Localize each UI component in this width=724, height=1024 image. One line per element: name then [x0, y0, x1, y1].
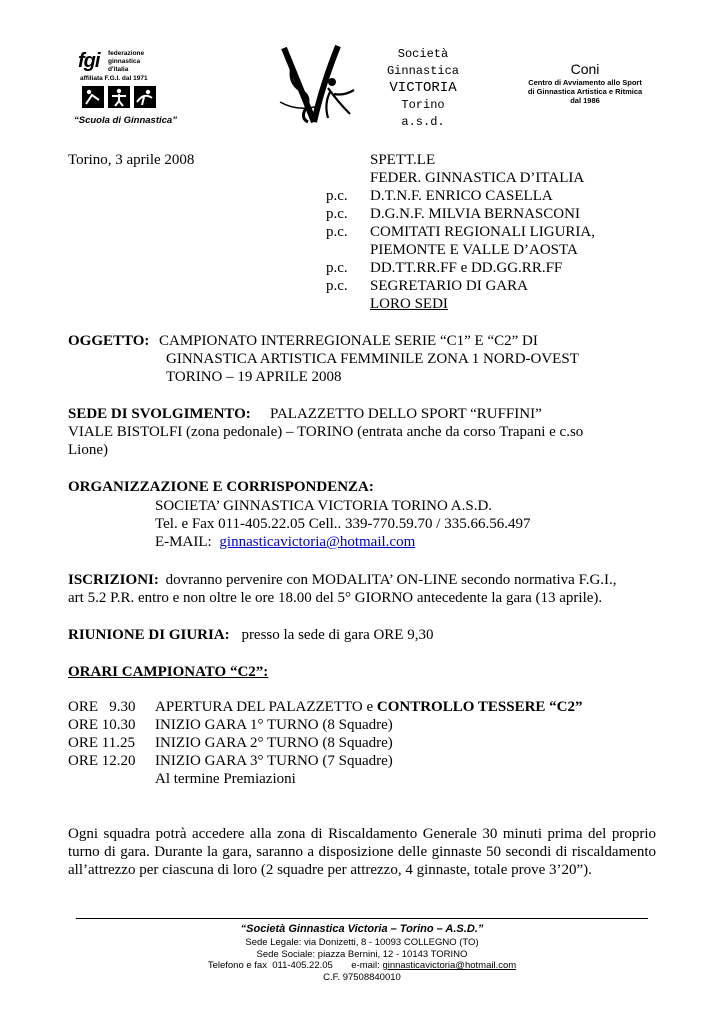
tagline-text: Scuola di Ginnastica [78, 115, 173, 126]
recipient-prefix: p.c. [326, 260, 348, 276]
orari-row-ore: ORE 12.20 [68, 753, 136, 769]
recipient-prefix: p.c. [326, 224, 348, 240]
footer-title: “Società Ginnastica Victoria – Torino – A.S.D.” [240, 923, 484, 935]
email-label: E-MAIL: [155, 534, 212, 550]
orari-premiazioni: Al termine Premiazioni [155, 771, 296, 787]
footer-sede-legale: Sede Legale: via Donizetti, 8 - 10093 COLLEGNO (TO) [245, 937, 479, 948]
sede-value: PALAZZETTO DELLO SPORT “RUFFINI” [270, 406, 542, 422]
riunione-value: presso la sede di gara ORE 9,30 [241, 627, 434, 643]
orari-row-desc: INIZIO GARA 3° TURNO (7 Squadre) [155, 753, 393, 769]
tagline-open-quote: “ [74, 115, 79, 126]
iscrizioni-line-2: art 5.2 P.R. entro e non oltre le ore 18.00 del 5° GIORNO antecedente la gara (13 aprile). [68, 590, 603, 606]
orari-title: ORARI CAMPIONATO “C2”: [68, 664, 269, 680]
riunione-row [68, 626, 433, 644]
coni-block [510, 60, 660, 105]
society-line-4: Torino [401, 98, 445, 112]
recipient-name: PIEMONTE E VALLE D’AOSTA [370, 242, 578, 258]
sede-address: VIALE BISTOLFI (zona pedonale) – TORINO (entrata anche da corso Trapani e c.so [68, 424, 584, 440]
footer-divider [76, 918, 648, 919]
fgi-logo-line-2: ginnastica [108, 58, 141, 65]
fgi-logo-line-3: d'italia [108, 66, 129, 73]
orari-row-desc: INIZIO GARA 2° TURNO (8 Squadre) [155, 735, 393, 751]
orari-row-text [155, 698, 583, 716]
oggetto-line-3: TORINO – 19 APRILE 2008 [166, 369, 342, 385]
iscrizioni-label: ISCRIZIONI: [68, 572, 159, 588]
iscrizioni-row [68, 571, 617, 589]
fgi-logo-mark: fgi [78, 50, 100, 72]
society-name [365, 46, 481, 131]
orari-row-ore: ORE 9.30 [68, 699, 136, 715]
place-date: Torino, 3 aprile 2008 [68, 152, 195, 168]
society-line-2: Ginnastica [386, 64, 459, 78]
coni-title: Coni [570, 61, 600, 77]
orari-row-ore: ORE 10.30 [68, 717, 136, 733]
recipient-prefix: p.c. [326, 188, 348, 204]
society-line-1: Società [397, 47, 449, 61]
recipient-prefix: p.c. [326, 278, 348, 294]
oggetto-label: OGGETTO: [68, 333, 150, 349]
society-line-5: a.s.d. [401, 115, 445, 129]
recipient-name: FEDER. GINNASTICA D’ITALIA [370, 170, 585, 186]
orari-row-bold: CONTROLLO TESSERE “C2” [376, 699, 583, 715]
gymnast-pictograms-icon [82, 86, 158, 108]
recipient-name: DD.TT.RR.FF e DD.GG.RR.FF [370, 260, 563, 276]
riscaldamento-paragraph: Ogni squadra potrà accedere alla zona di Riscaldamento Generale 30 minuti prima del proprio turno di gara. Durante la gara, saranno a disposizione delle ginnaste 50 secondi di riscaldamento all’attrezzo per ciascuna di loro (2 squadre per attrezzo, 4 ginnaste, totale prove 3’20”). [68, 826, 656, 878]
orari-row-desc: INIZIO GARA 1° TURNO (8 Squadre) [155, 717, 393, 733]
victoria-emblem-icon [278, 42, 360, 128]
footer-email-link[interactable]: ginnasticavictoria@hotmail.com [382, 960, 517, 971]
organizzazione-name: SOCIETA’ GINNASTICA VICTORIA TORINO A.S.D. [155, 498, 493, 514]
recipient-name: D.G.N.F. MILVIA BERNASCONI [370, 206, 580, 222]
oggetto-line-1: CAMPIONATO INTERREGIONALE SERIE “C1” E “C2” DI [159, 333, 538, 349]
footer-sede-sociale: Sede Sociale: piazza Bernini, 12 - 10143 TORINO [256, 949, 468, 960]
fgi-affiliation: affiliata F.G.I. dal 1971 [80, 75, 148, 82]
oggetto-line-2: GINNASTICA ARTISTICA FEMMINILE ZONA 1 NORD-OVEST [166, 351, 579, 367]
sede-address-cont: Lione) [68, 442, 108, 458]
sede-label: SEDE DI SVOLGIMENTO: [68, 406, 251, 422]
coni-line-1: Centro di Avviamento allo Sport [528, 78, 642, 87]
footer-codice-fiscale: C.F. 97508840010 [323, 972, 401, 983]
organizzazione-label: ORGANIZZAZIONE E CORRISPONDENZA: [68, 479, 374, 495]
recipient-loro-sedi: LORO SEDI [370, 296, 448, 312]
recipient-name: D.T.N.F. ENRICO CASELLA [370, 188, 553, 204]
tagline-close-quote: ” [172, 115, 177, 126]
organizzazione-phones: Tel. e Fax 011-405.22.05 Cell.. 339-770.59.70 / 335.66.56.497 [155, 516, 531, 532]
footer-contacts [0, 960, 724, 972]
recipient-prefix: p.c. [326, 206, 348, 222]
recipient-name: SPETT.LE [370, 152, 436, 168]
orari-row-ore: ORE 11.25 [68, 735, 135, 751]
iscrizioni-line-1: dovranno pervenire con MODALITA’ ON-LINE secondo normativa F.G.I., [165, 572, 617, 588]
recipient-name: SEGRETARIO DI GARA [370, 278, 528, 294]
scuola-tagline [74, 115, 177, 126]
riunione-label: RIUNIONE DI GIURIA: [68, 627, 230, 643]
orari-row-desc: APERTURA DEL PALAZZETTO e [155, 699, 377, 715]
coni-line-2: di Ginnastica Artistica e Ritmica [527, 87, 643, 96]
footer-contacts-prefix: Telefono e fax 011-405.22.05 e-mail: [207, 960, 383, 971]
organizzazione-email-row [155, 533, 415, 551]
society-line-3: VICTORIA [389, 80, 457, 96]
fgi-logo-line-1: federazione [108, 50, 145, 57]
coni-line-3: dal 1986 [570, 96, 600, 105]
recipient-name: COMITATI REGIONALI LIGURIA, [370, 224, 596, 240]
email-link[interactable]: ginnasticavictoria@hotmail.com [219, 534, 416, 550]
